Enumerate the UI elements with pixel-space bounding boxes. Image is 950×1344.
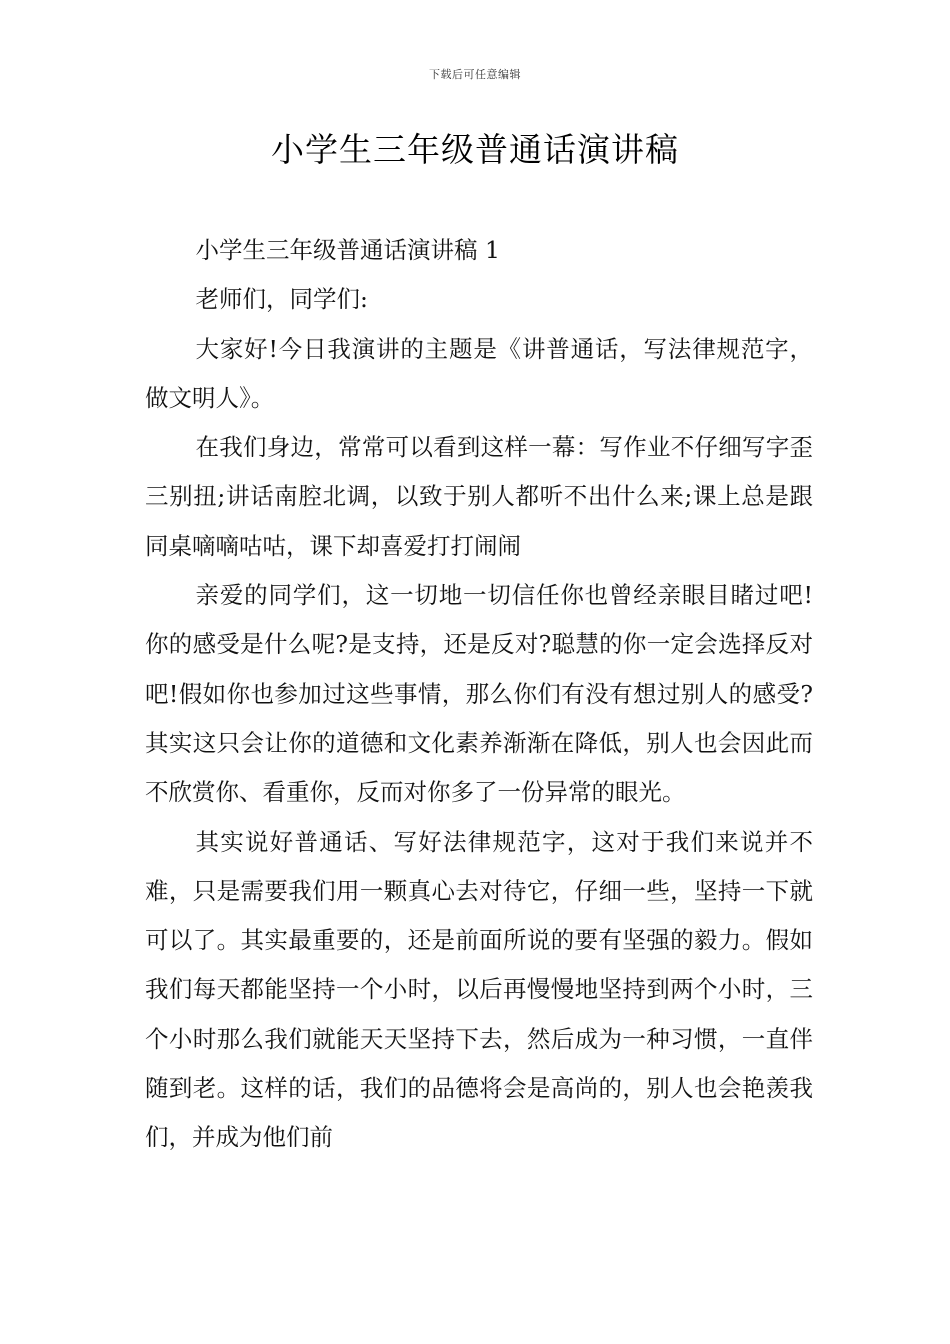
paragraph: 其实说好普通话、写好法律规范字，这对于我们来说并不难，只是需要我们用一颗真心去对待它，仔细一些，坚持一下就可以了。其实最重要的，还是前面所说的要有坚强的毅力。假如我们每天都能坚持一个小时，以后再慢慢地坚持到两个小时，三个小时那么我们就能天天坚持下去，然后成为一种习惯，一直伴随到老。这样的话，我们的品德将会是高尚的，别人也会艳羡我们，并成为他们前 [145,827,813,1152]
document-title: 小学生三年级普通话演讲稿 [271,130,679,169]
document-body [145,226,813,1163]
header-note: 下载后可任意编辑 [429,68,521,81]
paragraph: 在我们身边，常常可以看到这样一幕：写作业不仔细写字歪三别扭;讲话南腔北调，以致于别人都听不出什么来;课上总是跟同桌嘀嘀咕咕，课下却喜爱打打闹闹 [145,433,813,560]
paragraph: 大家好!今日我演讲的主题是《讲普通话，写法律规范字，做文明人》。 [145,334,813,412]
paragraph-subtitle: 小学生三年级普通话演讲稿 1 [195,236,500,264]
paragraph: 亲爱的同学们，这一切地一切信任你也曾经亲眼目睹过吧!你的感受是什么呢?是支持，还是反对?聪慧的你一定会选择反对吧!假如你也参加过这些事情，那么你们有没有想过别人的感受?其实这只会让你的道德和文化素养渐渐在降低，别人也会因此而不欣赏你、看重你，反而对你多了一份异常的眼光。 [145,581,813,807]
paragraph-salutation: 老师们，同学们: [195,285,368,314]
